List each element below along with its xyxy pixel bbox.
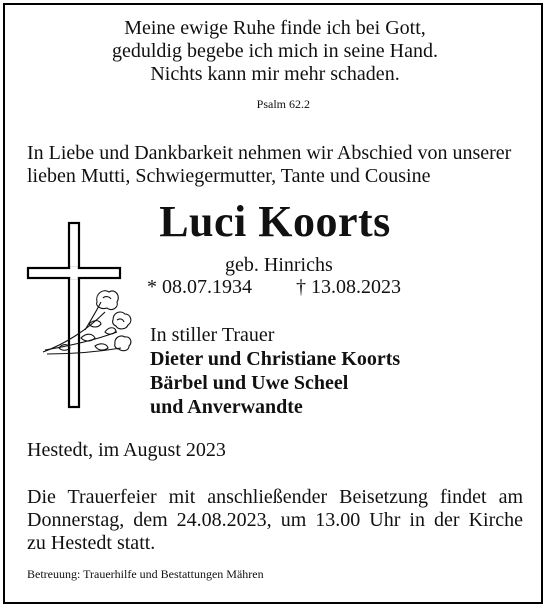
place-date: Hestedt, im August 2023 <box>27 439 226 461</box>
funeral-line: zu Hestedt statt. <box>27 532 156 554</box>
poem-line: Nichts kann mir mehr schaden. <box>150 63 400 85</box>
mourner-name: Dieter und Christiane Koorts <box>150 348 401 370</box>
death-date: † 13.08.2023 <box>296 276 401 298</box>
intro-line: In Liebe und Dankbarkeit nehmen wir Abschied von unserer <box>27 142 512 164</box>
funeral-home-credit: Betreuung: Trauerhilfe und Bestattungen Mähren <box>27 567 264 581</box>
intro-text <box>27 142 511 188</box>
psalm-reference: Psalm 62.2 <box>256 97 310 111</box>
poem-line: geduldig begebe ich mich in seine Hand. <box>111 40 438 62</box>
mourner-name: Bärbel und Uwe Scheel <box>150 372 349 394</box>
cross-icon <box>25 220 140 410</box>
funeral-info <box>27 486 523 555</box>
intro-line: lieben Mutti, Schwiegermutter, Tante und Cousine <box>27 165 431 187</box>
poem-line: Meine ewige Ruhe finde ich bei Gott, <box>124 17 426 39</box>
mourner-name: und Anverwandte <box>150 396 303 418</box>
funeral-line: Die Trauerfeier mit anschließender Beisetzung findet am <box>27 486 523 508</box>
mourners <box>150 323 400 419</box>
rose-branch-icon <box>43 291 131 354</box>
maiden-name: geb. Hinrichs <box>225 254 333 276</box>
deceased-name: Luci Koorts <box>159 197 391 246</box>
funeral-line: Donnerstag, dem 24.08.2023, um 13.00 Uhr in der Kirche <box>27 509 523 531</box>
mourners-intro: In stiller Trauer <box>150 324 275 346</box>
poem <box>0 17 550 86</box>
birth-date: * 08.07.1934 <box>147 276 252 298</box>
